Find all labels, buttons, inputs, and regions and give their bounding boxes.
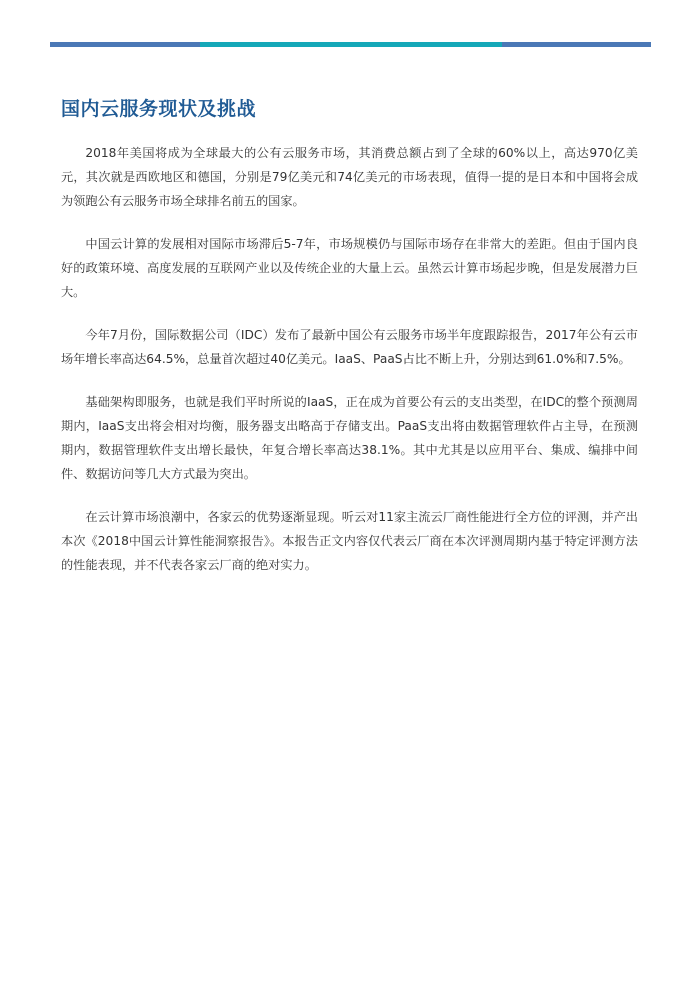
section-title: 国内云服务现状及挑战 xyxy=(61,98,257,120)
header-bar-right-segment xyxy=(502,42,651,47)
body-text xyxy=(61,141,638,596)
header-color-bar xyxy=(50,42,651,47)
paragraph-2: 中国云计算的发展相对国际市场滞后5-7年，市场规模仍与国际市场存在非常大的差距。但由于国内良好的政策环境、高度发展的互联网产业以及传统企业的大量上云。虽然云计算市场起步晚，但是发展潜力巨大。 xyxy=(61,237,638,299)
paragraph-4: 基础架构即服务，也就是我们平时所说的IaaS，正在成为首要公有云的支出类型，在IDC的整个预测周期内，IaaS支出将会相对均衡，服务器支出略高于存储支出。PaaS支出将由数据管理软件占主导，在预测期内，数据管理软件支出增长最快，年复合增长率高达38.1%。其中尤其是以应用平台、集成、编排中间件、数据访问等几大方式最为突出。 xyxy=(61,395,638,481)
paragraph-1: 2018年美国将成为全球最大的公有云服务市场，其消费总额占到了全球的60%以上，高达970亿美元，其次就是西欧地区和德国，分别是79亿美元和74亿美元的市场表现，值得一提的是日本和中国将会成为领跑公有云服务市场全球排名前五的国家。 xyxy=(61,146,638,208)
paragraph-3: 今年7月份，国际数据公司（IDC）发布了最新中国公有云服务市场半年度跟踪报告，2017年公有云市场年增长率高达64.5%，总量首次超过40亿美元。IaaS、PaaS占比不断上升，分别达到61.0%和7.5%。 xyxy=(61,328,638,366)
paragraph-5: 在云计算市场浪潮中，各家云的优势逐渐显现。听云对11家主流云厂商性能进行全方位的评测，并产出本次《2018中国云计算性能洞察报告》。本报告正文内容仅代表云厂商在本次评测周期内基于特定评测方法的性能表现，并不代表各家云厂商的绝对实力。 xyxy=(61,510,638,572)
header-bar-left-segment xyxy=(50,42,200,47)
header-bar-middle-segment xyxy=(200,42,502,47)
